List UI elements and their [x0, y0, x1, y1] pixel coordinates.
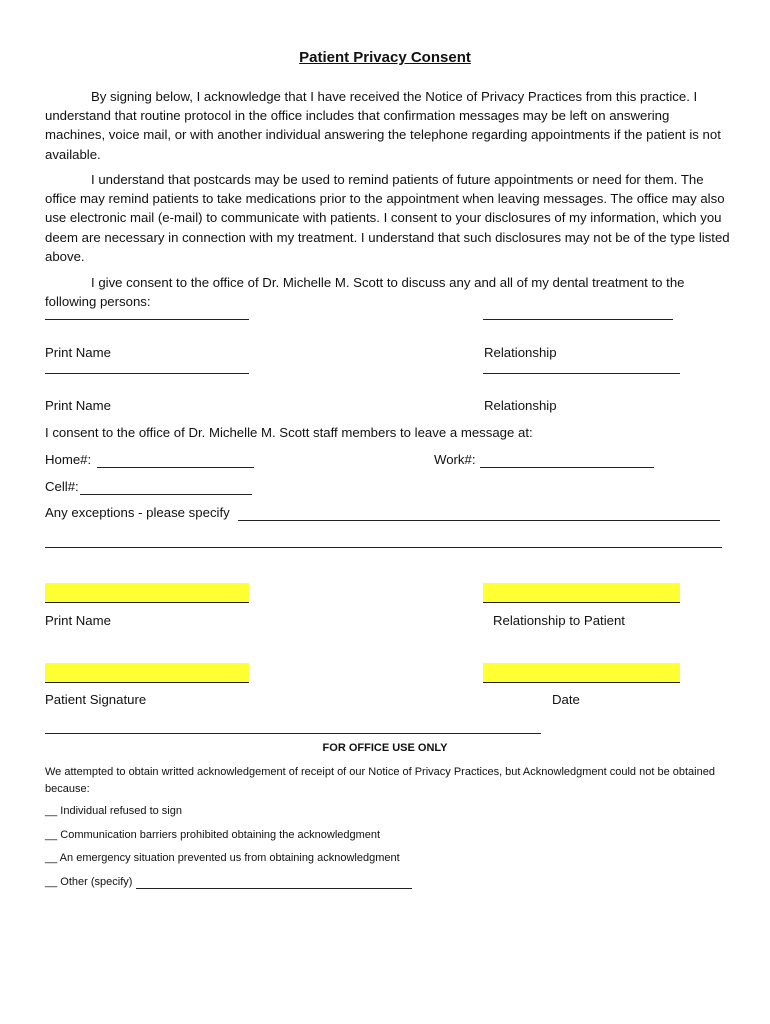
- option-refused-to-sign: __ Individual refused to sign: [45, 805, 182, 817]
- office-use-heading: FOR OFFICE USE ONLY: [322, 742, 448, 754]
- person-1-relationship-label: Relationship: [484, 345, 557, 360]
- person-2-name-label: Print Name: [45, 398, 111, 413]
- person-1-name-label: Print Name: [45, 345, 111, 360]
- option-communication-barriers: __ Communication barriers prohibited obtaining the acknowledgment: [45, 829, 381, 841]
- home-phone-label: Home#:: [45, 452, 92, 467]
- patient-signature-field[interactable]: [45, 663, 249, 683]
- exceptions-field-continued[interactable]: [45, 532, 722, 548]
- office-use-divider: [45, 719, 541, 734]
- postcards-paragraph: I understand that postcards may be used to remind patients of future appointments or need for them. The office may remind patients to take medications prior to the appointment when leaving messages. The office may also use electronic mail (e-mail) to communicate with patients. I consent to your disclosures of my information, which you deem are necessary in connection with my treatment. I understand that such disclosures may not be of the type listed above.: [45, 172, 730, 264]
- date-label: Date: [552, 692, 580, 707]
- person-2-relationship-field[interactable]: [483, 373, 680, 374]
- exceptions-label: Any exceptions - please specify: [45, 505, 230, 520]
- message-consent-text: I consent to the office of Dr. Michelle M. Scott staff members to leave a message at:: [45, 425, 533, 440]
- page-title: Patient Privacy Consent: [299, 49, 471, 66]
- relationship-to-patient-label: Relationship to Patient: [493, 613, 625, 628]
- option-other-label: __ Other (specify): [45, 876, 133, 888]
- home-phone-field[interactable]: [97, 452, 254, 468]
- option-emergency-situation: __ An emergency situation prevented us from obtaining acknowledgment: [45, 852, 400, 864]
- person-1-relationship-field[interactable]: [483, 319, 673, 320]
- signer-print-name-label: Print Name: [45, 613, 111, 628]
- work-phone-label: Work#:: [434, 452, 476, 467]
- person-1-name-field[interactable]: [45, 319, 249, 320]
- acknowledgement-paragraph: By signing below, I acknowledge that I have received the Notice of Privacy Practices from this practice. I understand that routine protocol in the office includes that confirmation messages may be left on answering machines, voice mail, or with another individual answering the telephone regarding appointments if the patient is not available.: [45, 89, 721, 162]
- patient-signature-label: Patient Signature: [45, 692, 147, 707]
- person-2-name-field[interactable]: [45, 373, 249, 374]
- consent-persons-paragraph: I give consent to the office of Dr. Michelle M. Scott to discuss any and all of my dental treatment to the following persons:: [45, 275, 685, 310]
- exceptions-field[interactable]: [238, 505, 720, 521]
- cell-phone-label: Cell#:: [45, 479, 79, 494]
- cell-phone-field[interactable]: [80, 479, 252, 495]
- person-2-relationship-label: Relationship: [484, 398, 557, 413]
- signer-print-name-field[interactable]: [45, 583, 249, 603]
- office-use-intro: We attempted to obtain writted acknowledgement of receipt of our Notice of Privacy Practices, but Acknowledgment could not be obtained because:: [45, 766, 715, 795]
- work-phone-field[interactable]: [480, 452, 654, 468]
- relationship-to-patient-field[interactable]: [483, 583, 680, 603]
- option-other-specify-field[interactable]: [136, 876, 412, 889]
- date-field[interactable]: [483, 663, 680, 683]
